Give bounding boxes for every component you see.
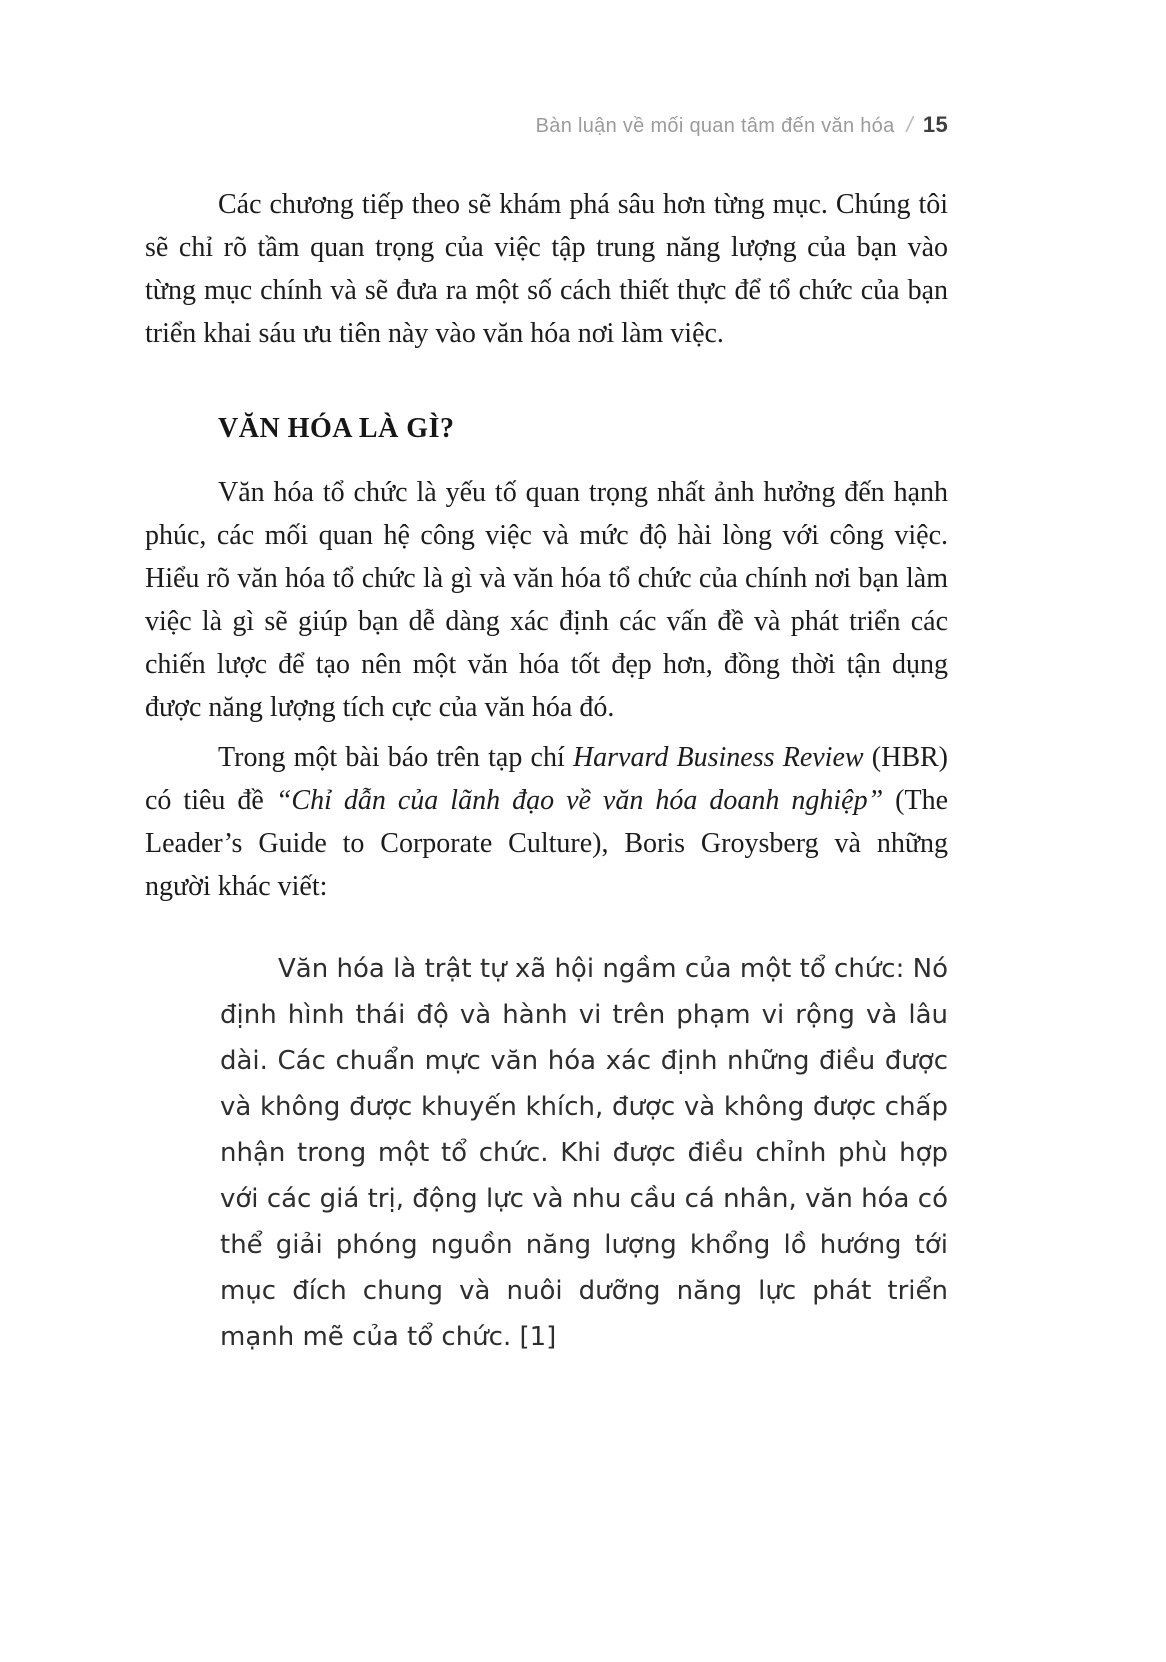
paragraph-intro: Các chương tiếp theo sẽ khám phá sâu hơn từng mục. Chúng tôi sẽ chỉ rõ tầm quan trọng của việc tập trung năng lượng của bạn vào từng mục chính và sẽ đưa ra một số cách thiết thực để tổ chức của bạn triển khai sáu ưu tiên này vào văn hóa nơi làm việc. [145,189,948,349]
running-header [145,112,948,139]
paragraph-hbr-citation [145,736,948,908]
block-quote: Văn hóa là trật tự xã hội ngầm của một tổ chức: Nó định hình thái độ và hành vi trên phạm vi rộng và lâu dài. Các chuẩn mực văn hóa xác định những điều được và không được khuyến khích, được và không được chấp nhận trong một tổ chức. Khi được điều chỉnh phù hợp với các giá trị, động lực và nhu cầu cá nhân, văn hóa có thể giải phóng nguồn năng lượng khổng lồ hướng tới mục đích chung và nuôi dưỡng năng lực phát triển mạnh mẽ của tổ chức. [1] [220,954,948,1352]
paragraph-culture-definition: Văn hóa tổ chức là yếu tố quan trọng nhất ảnh hưởng đến hạnh phúc, các mối quan hệ công việc và mức độ hài lòng với công việc. Hiểu rõ văn hóa tổ chức là gì và văn hóa tổ chức của chính nơi bạn làm việc là gì sẽ giúp bạn dễ dàng xác định các vấn đề và phát triển các chiến lược để tạo nên một văn hóa tốt đẹp hơn, đồng thời tận dụng được năng lượng tích cực của văn hóa đó. [145,477,948,723]
running-header-title: Bàn luận về mối quan tâm đến văn hóa [535,115,895,137]
header-separator: / [906,112,913,137]
hbr-citation-text-2: (HBR) có tiêu đề [145,742,948,816]
hbr-citation-text-3: (The Leader’s Guide to Corporate Culture), Boris Groysberg và những người khác viết: [145,785,948,902]
section-heading: VĂN HÓA LÀ GÌ? [218,413,455,444]
hbr-citation-text-1: Trong một bài báo trên tạp chí [218,742,573,773]
page-number: 15 [922,112,948,137]
hbr-article-title: “Chỉ dẫn của lãnh đạo về văn hóa doanh nghiệp” [275,785,884,816]
hbr-journal-title: Harvard Business Review [572,742,864,773]
